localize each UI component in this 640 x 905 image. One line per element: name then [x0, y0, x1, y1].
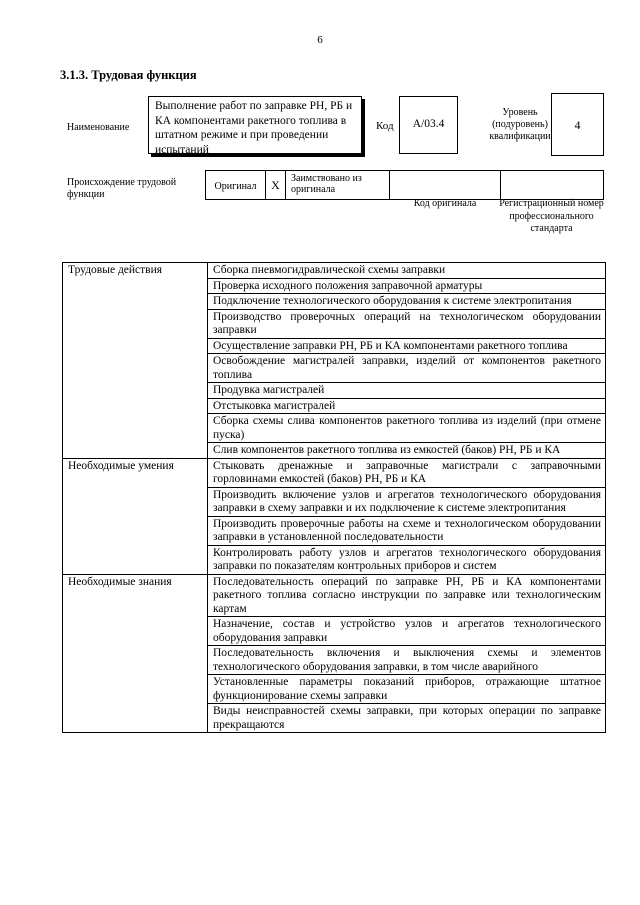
item-cell: Осуществление заправки РН, РБ и КА компонентами ракетного топлива	[208, 338, 606, 354]
reg-number-caption: Регистрационный номер профессионального стандарта	[499, 198, 604, 234]
code-box: A/03.4	[399, 96, 458, 154]
level-label: Уровень (подуровень) квалификации	[489, 107, 551, 142]
item-cell: Последовательность операций по заправке РН, РБ и КА компонентами ракетного топлива согласно инструкции по заправке или технологическим картам	[208, 574, 606, 617]
item-cell: Установленные параметры показаний приборов, отражающие штатное функционирование схемы заправки	[208, 675, 606, 704]
code-label: Код	[376, 120, 394, 132]
item-cell: Производить включение узлов и агрегатов технологического оборудования заправки в схему заправки и их подключение к системе электропитания	[208, 487, 606, 516]
origin-label: Происхождение трудовой функции	[67, 177, 177, 200]
original-mark: X	[266, 171, 286, 199]
item-cell: Продувка магистралей	[208, 383, 606, 399]
origin-table	[205, 170, 604, 200]
level-box: 4	[551, 93, 604, 156]
reg-number-cell	[501, 171, 605, 199]
code-original-cell	[390, 171, 501, 199]
item-cell: Сборка пневмогидравлической схемы заправки	[208, 263, 606, 279]
item-cell: Слив компонентов ракетного топлива из емкостей (баков) РН, РБ и КА	[208, 443, 606, 459]
item-cell: Проверка исходного положения заправочной арматуры	[208, 278, 606, 294]
item-cell: Производство проверочных операций на технологическом оборудовании заправки	[208, 309, 606, 338]
category-cell: Необходимые умения	[63, 458, 208, 574]
item-cell: Сборка схемы слива компонентов ракетного топлива из изделий (при отмене пуска)	[208, 414, 606, 443]
code-original-caption: Код оригинала	[413, 198, 477, 209]
function-name-box: Выполнение работ по заправке РН, РБ и КА компонентами ракетного топлива в штатном режиме и при проведении испытаний	[148, 96, 362, 154]
page-number: 6	[317, 34, 323, 46]
item-cell: Виды неисправностей схемы заправки, при которых операции по заправке прекращаются	[208, 704, 606, 733]
table-row	[63, 458, 606, 487]
category-cell: Трудовые действия	[63, 263, 208, 459]
section-title: 3.1.3. Трудовая функция	[60, 68, 197, 82]
functions-table	[62, 262, 606, 733]
category-cell: Необходимые знания	[63, 574, 208, 733]
original-label: Оригинал	[206, 171, 266, 199]
item-cell: Производить проверочные работы на схеме и технологическом оборудовании заправки в установленной последовательности	[208, 516, 606, 545]
item-cell: Отстыковка магистралей	[208, 398, 606, 414]
name-label: Наименование	[67, 122, 130, 133]
item-cell: Стыковать дренажные и заправочные магистрали с заправочными горловинами емкостей (баков) РН, РБ и КА	[208, 458, 606, 487]
item-cell: Подключение технологического оборудования к системе электропитания	[208, 294, 606, 310]
borrowed-label: Заимствовано из оригинала	[286, 171, 390, 199]
table-row	[63, 574, 606, 617]
item-cell: Контролировать работу узлов и агрегатов технологического оборудования заправки по показателям контрольных приборов и систем	[208, 545, 606, 574]
item-cell: Освобождение магистралей заправки, изделий от компонентов ракетного топлива	[208, 354, 606, 383]
item-cell: Назначение, состав и устройство узлов и агрегатов технологического оборудования заправки	[208, 617, 606, 646]
item-cell: Последовательность включения и выключения схемы и элементов технологического оборудования заправки, в том числе аварийного	[208, 646, 606, 675]
table-row	[63, 263, 606, 279]
